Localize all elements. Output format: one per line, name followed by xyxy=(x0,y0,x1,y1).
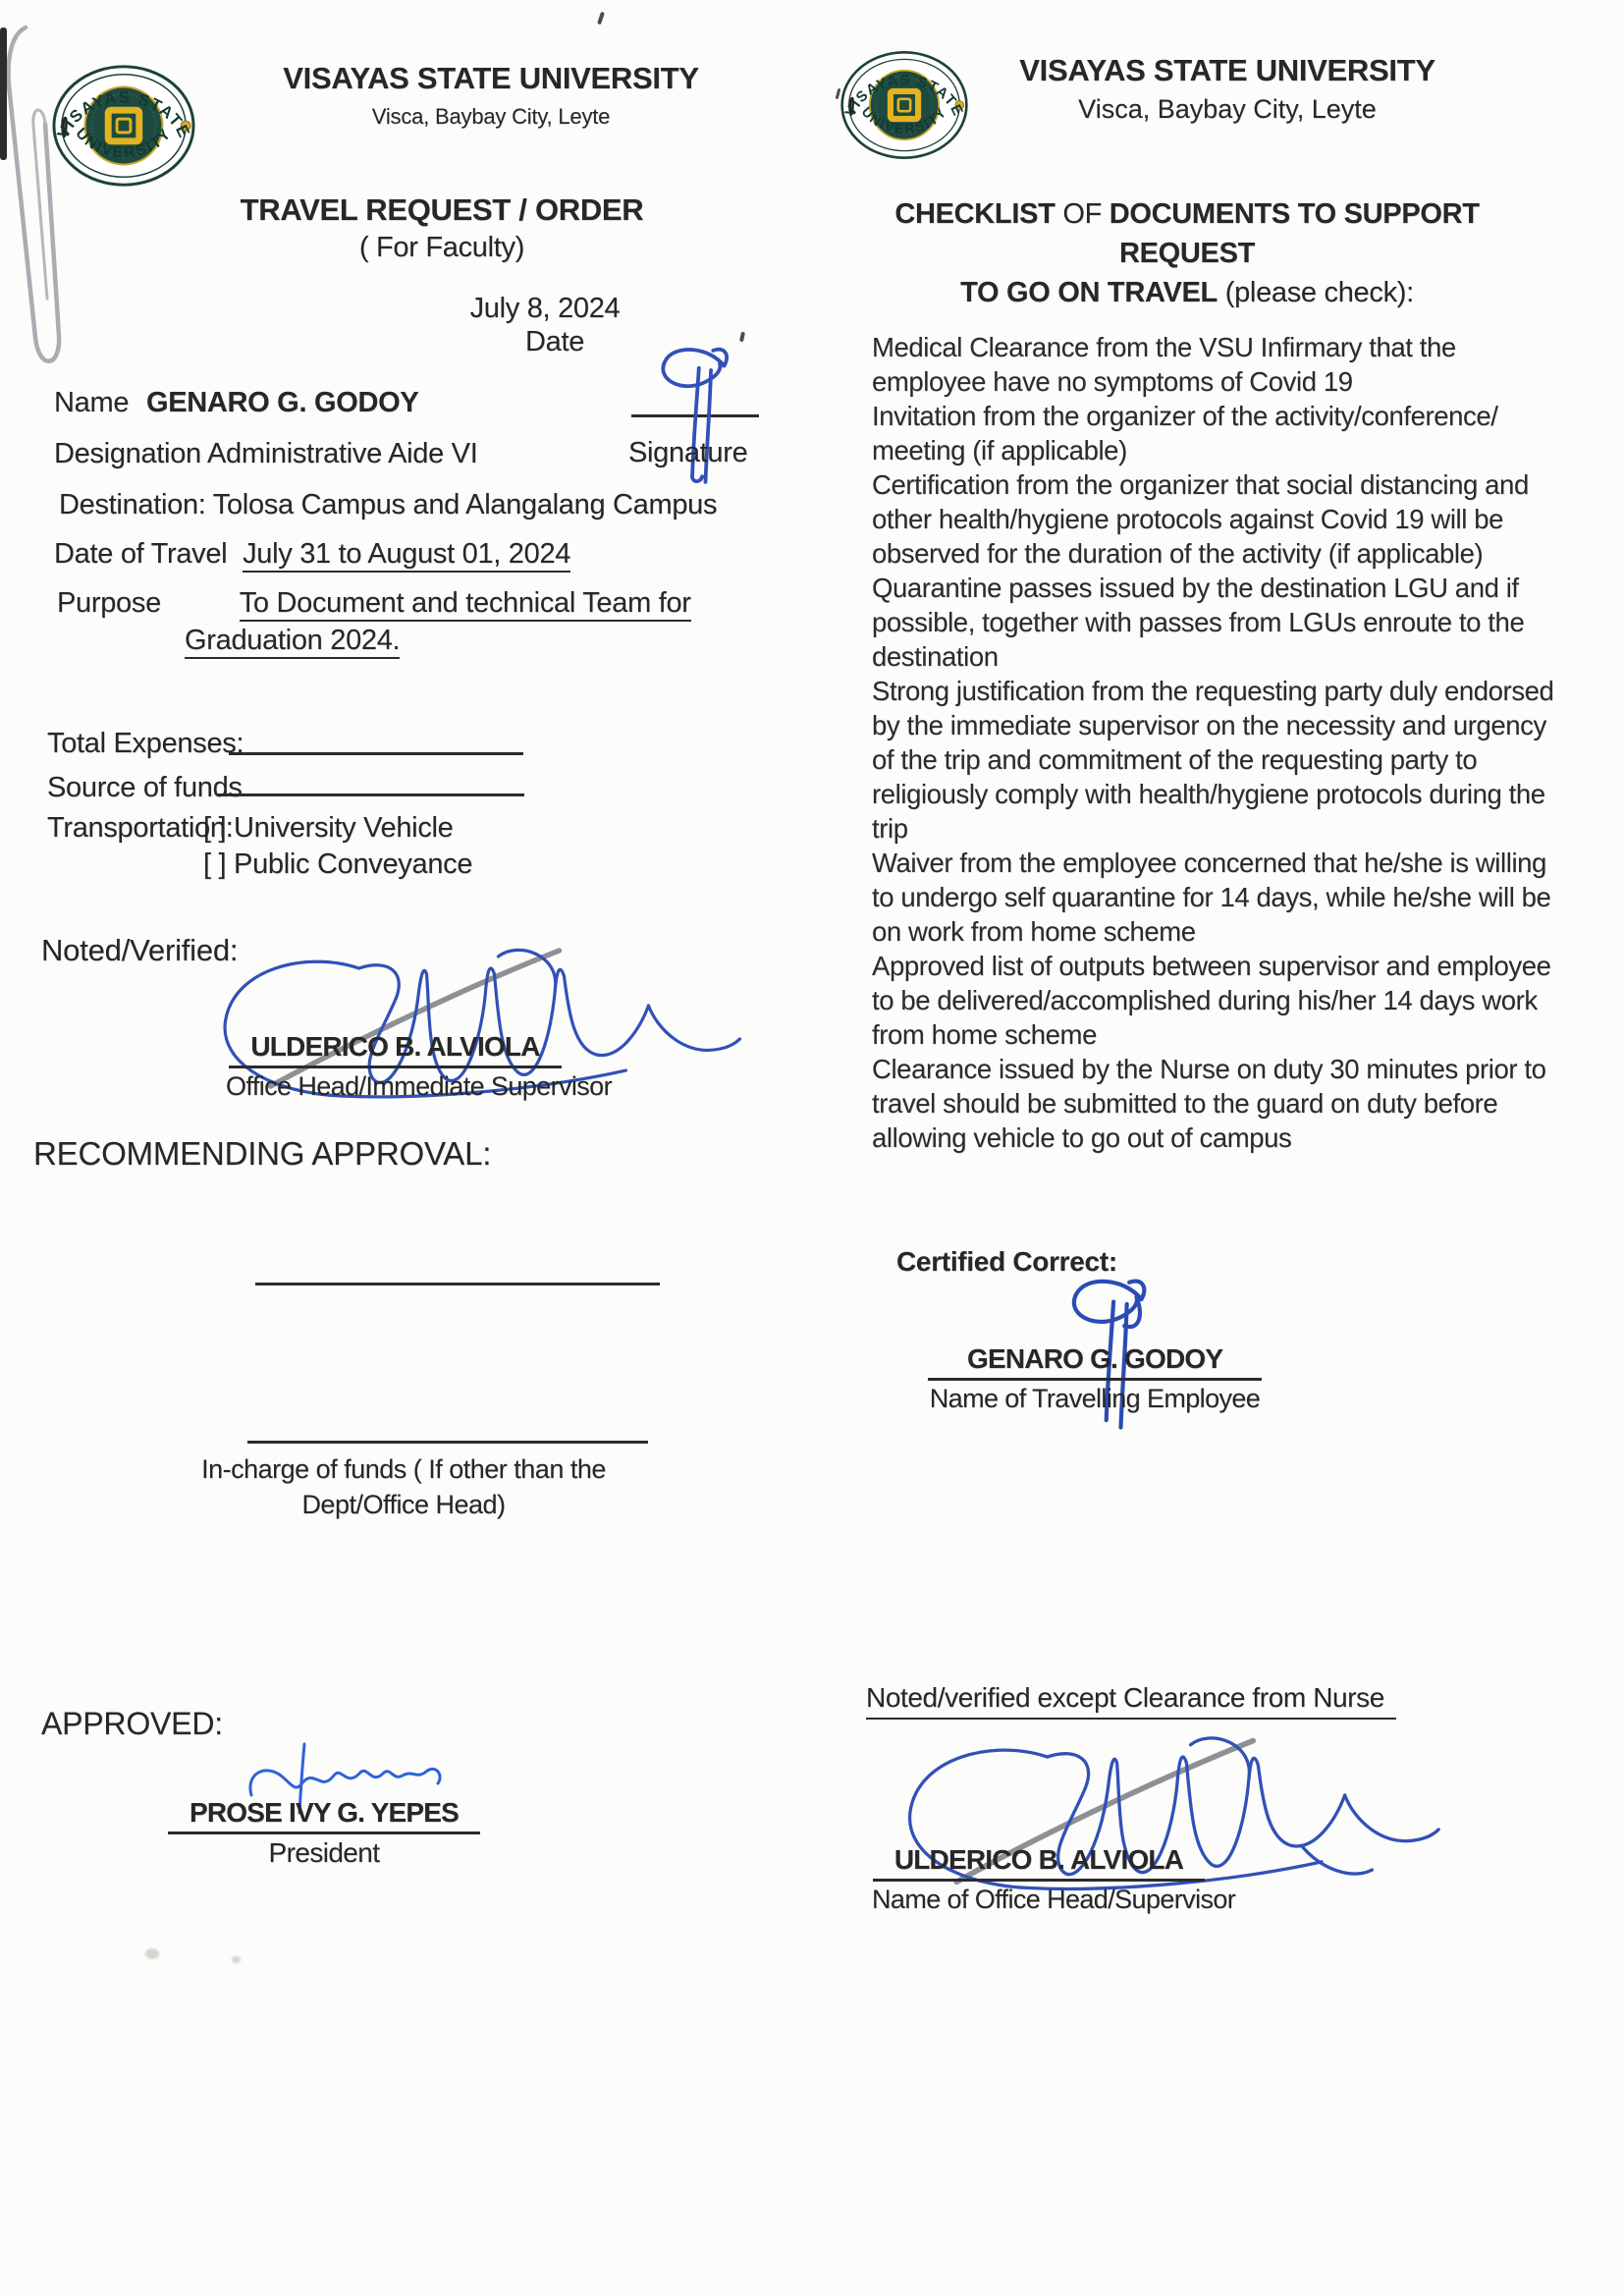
checklist-title xyxy=(830,194,1544,312)
designation-row: Designation Administrative Aide VI xyxy=(54,438,478,469)
seal-bottom-text: UNIVERSITY xyxy=(72,125,176,162)
scan-blot xyxy=(232,1956,241,1963)
office-head-signatory-name: ULDERICO B. ALVIOLA xyxy=(873,1844,1205,1882)
vsu-seal-left xyxy=(51,63,196,189)
approved-signatory-block xyxy=(147,1797,501,1869)
checklist-items xyxy=(872,330,1556,1155)
approved-label: APPROVED: xyxy=(41,1706,223,1741)
name-row xyxy=(54,387,418,419)
purpose-label: Purpose xyxy=(57,587,161,619)
incharge-caption-line1: In-charge of funds ( If other than the xyxy=(201,1454,606,1484)
checklist-item-medical-clearance: Medical Clearance from the VSU Infirmary that the employee have no symptoms of Covid 19 xyxy=(872,332,1456,397)
certified-signatory-title: Name of Travelling Employee xyxy=(929,1384,1261,1413)
transport-option-university-vehicle: [ ] University Vehicle xyxy=(203,812,454,844)
request-date-label: Date xyxy=(524,326,585,357)
noted-signatory-title: Office Head/Immediate Supervisor xyxy=(226,1071,612,1101)
destination-row: Destination: Tolosa Campus and Alangalang Campus xyxy=(59,489,718,520)
office-head-signatory-block xyxy=(872,1844,1236,1915)
scan-speck xyxy=(739,332,745,343)
checklist-title2-tail: (please check): xyxy=(1217,277,1414,308)
recommending-approval-label: RECOMMENDING APPROVAL: xyxy=(33,1135,492,1172)
noted-except-label: Noted/verified except Clearance from Nurse xyxy=(866,1682,1396,1720)
form-title: TRAVEL REQUEST / ORDER xyxy=(240,192,644,227)
transportation-label: Transportation: xyxy=(47,812,234,844)
checklist-item-quarantine-passes: Quarantine passes issued by the destination LGU and if possible, together with passes from LGUs enroute to the destination xyxy=(872,573,1525,672)
certified-signatory-block xyxy=(928,1343,1262,1414)
checklist-item-strong-justification: Strong justification from the requesting party duly endorsed by the immediate supervisor on the necessity and urgency of the trip and commitment of the requesting party to religiously comply with health/hygiene protocols during the trip xyxy=(872,676,1554,844)
seal-top-text: VISAYAS STATE xyxy=(841,72,967,120)
certified-signatory-name: GENARO G. GODOY xyxy=(928,1343,1262,1381)
source-of-funds-label: Source of funds xyxy=(47,772,243,803)
scan-speck xyxy=(597,12,605,26)
checklist-item-approved-outputs: Approved list of outputs between supervisor and employee to be delivered/accomplished during his/her 14 days work from home scheme xyxy=(872,951,1551,1050)
recommending-signature-line xyxy=(255,1259,660,1285)
scan-blot xyxy=(145,1948,159,1959)
checklist-item-waiver: Waiver from the employee concerned that he/she is willing to undergo self quarantine for 14 days, while he/she will be on work from home scheme xyxy=(872,847,1551,947)
purpose-row xyxy=(57,587,691,620)
incharge-caption xyxy=(178,1451,629,1522)
vsu-seal-right xyxy=(839,43,969,167)
noted-verified-label: Noted/Verified: xyxy=(41,933,239,967)
signature-caption: Signature xyxy=(628,437,748,468)
checklist-title2-bold: TO GO ON TRAVEL xyxy=(960,277,1218,308)
travel-date-label: Date of Travel xyxy=(54,538,228,570)
seal-bottom-text: UNIVERSITY xyxy=(858,103,950,137)
travel-date-row xyxy=(54,538,570,571)
checklist-title-line2 xyxy=(830,273,1544,312)
travel-date-value: July 31 to August 01, 2024 xyxy=(243,538,570,573)
certified-correct-label: Certified Correct: xyxy=(896,1246,1117,1277)
name-label: Name xyxy=(54,387,130,418)
purpose-row2 xyxy=(185,625,400,657)
approved-signatory-name: PROSE IVY G. YEPES xyxy=(168,1797,480,1834)
scan-edge-artifact xyxy=(0,27,7,160)
seal-top-text: VISAYAS STATE xyxy=(53,87,194,142)
approved-signatory-title: President xyxy=(268,1837,380,1868)
right-university-title: VISAYAS STATE UNIVERSITY xyxy=(1019,53,1435,87)
checklist-title-mid: OF xyxy=(1055,198,1110,230)
request-date-value: July 8, 2024 xyxy=(469,293,621,324)
total-expenses-label: Total Expenses: xyxy=(47,728,244,759)
right-university-address: Visca, Baybay City, Leyte xyxy=(1078,94,1377,124)
source-of-funds-line xyxy=(218,768,524,796)
office-head-signatory-title: Name of Office Head/Supervisor xyxy=(872,1885,1236,1914)
checklist-title-bold1: CHECKLIST xyxy=(894,198,1056,230)
incharge-signature-line xyxy=(247,1418,648,1444)
transport-option-public-conveyance: [ ] Public Conveyance xyxy=(203,848,473,880)
checklist-title-bold2: DOCUMENTS TO SUPPORT REQUEST xyxy=(1109,198,1480,269)
checklist-item-invitation: Invitation from the organizer of the activity/conference/ meeting (if applicable) xyxy=(872,401,1498,465)
form-subtitle: ( For Faculty) xyxy=(358,232,525,263)
noted-signatory-block xyxy=(226,1031,612,1102)
name-value: GENARO G. GODOY xyxy=(145,387,419,418)
checklist-item-nurse-clearance: Clearance issued by the Nurse on duty 30 minutes prior to travel should be submitted to the guard on duty before allowing vehicle to go out of campus xyxy=(872,1054,1546,1153)
checklist-title-line1 xyxy=(830,194,1544,273)
noted-signatory-name: ULDERICO B. ALVIOLA xyxy=(229,1031,561,1068)
left-university-title: VISAYAS STATE UNIVERSITY xyxy=(283,61,699,95)
left-university-address: Visca, Baybay City, Leyte xyxy=(371,104,611,129)
purpose-line2: Graduation 2024. xyxy=(185,625,400,659)
incharge-caption-line2: Dept/Office Head) xyxy=(301,1490,506,1519)
purpose-line1: To Document and technical Team for xyxy=(240,587,691,622)
checklist-item-certification: Certification from the organizer that social distancing and other health/hygiene protocols against Covid 19 will be observed for the duration of the activity (if applicable) xyxy=(872,469,1529,569)
total-expenses-line xyxy=(229,727,523,755)
